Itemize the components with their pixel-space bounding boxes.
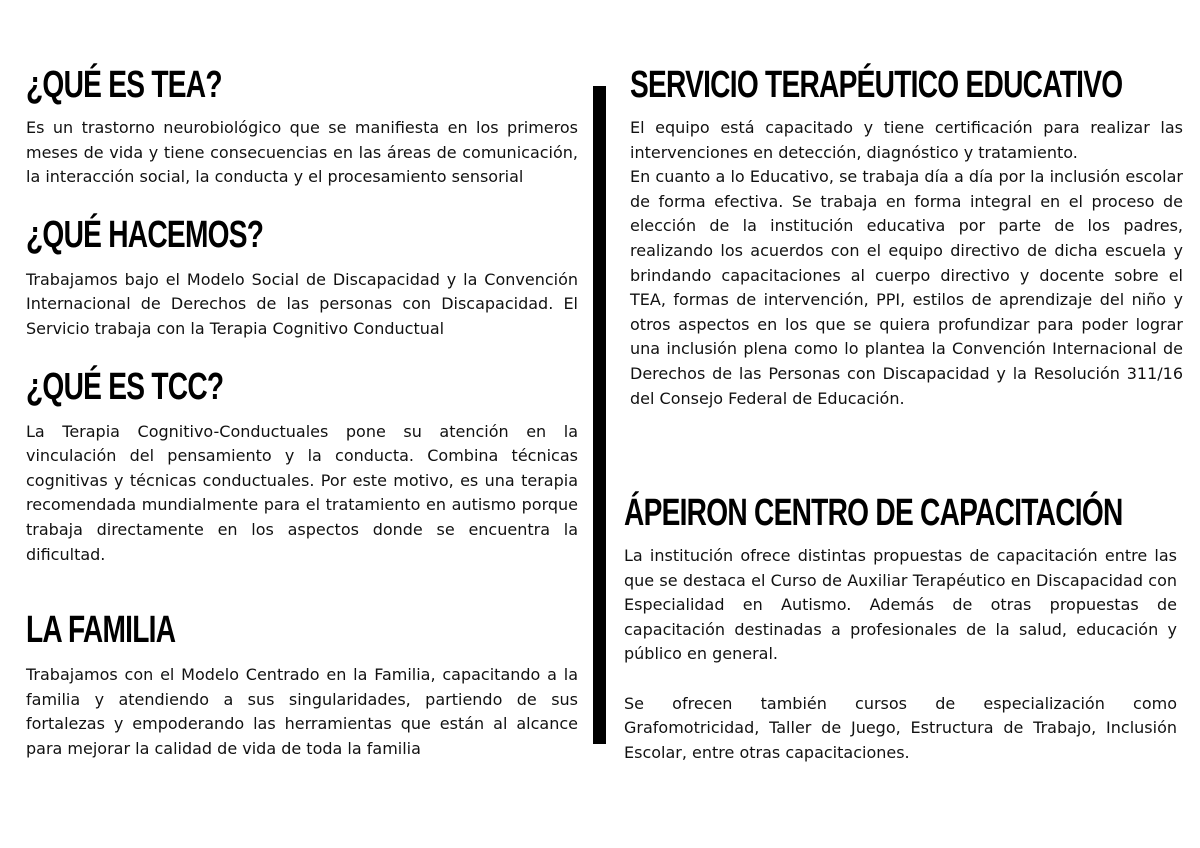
section-title-apeiron: ÁPEIRON CENTRO DE CAPACITACIÓN <box>624 492 1123 534</box>
servicio-paragraph-1: El equipo está capacitado y tiene certificación para realizar las intervenciones en detección, diagnóstico y tratamiento. <box>630 118 1183 162</box>
section-title-que-es-tea: ¿QUÉ ES TEA? <box>26 64 222 106</box>
apeiron-paragraph-2: Se ofrecen también cursos de especialización como Grafomotricidad, Taller de Juego, Estructura de Trabajo, Inclusión Escolar, entre otras capacitaciones. <box>624 693 1177 762</box>
section-title-servicio-terapeutico: SERVICIO TERAPÉUTICO EDUCATIVO <box>630 64 1123 106</box>
vertical-divider <box>593 86 606 744</box>
section-title-que-es-tcc: ¿QUÉ ES TCC? <box>26 365 224 408</box>
section-text-apeiron <box>624 544 1177 765</box>
section-text-la-familia: Trabajamos con el Modelo Centrado en la Familia, capacitando a la familia y atendiendo a sus singularidades, partiendo de sus fortalezas y empoderando las herramientas que están al alcance para mejorar la calidad de vida de toda la familia <box>26 665 578 758</box>
apeiron-paragraph-1: La institución ofrece distintas propuestas de capacitación entre las que se destaca el Curso de Auxiliar Terapéutico en Discapacidad con Especialidad en Autismo. Además de otras propuestas de capacitación destinadas a profesionales de la salud, educación y público en general. <box>624 546 1177 664</box>
paragraph-spacer <box>624 667 1177 692</box>
section-text-que-hacemos: Trabajamos bajo el Modelo Social de Discapacidad y la Convención Internacional de Derechos de las personas con Discapacidad. El Servicio trabaja con la Terapia Cognitivo Conductual <box>26 269 578 338</box>
servicio-paragraph-2: En cuanto a lo Educativo, se trabaja día a día por la inclusión escolar de forma efectiva. Se trabaja en forma integral en el proceso de elección de la institución educativa por parte de los padres, realizando los acuerdos con el equipo directivo de dicha escuela y brindando capacitaciones al cuerpo directivo y docente sobre el TEA, formas de intervención, PPI, estilos de aprendizaje del niño y otros aspectos en los que se quiera profundizar para poder lograr una inclusión plena como lo plantea la Convención Internacional de Derechos de las Personas con Discapacidad y la Resolución 311/16 del Consejo Federal de Educación. <box>630 167 1183 408</box>
section-text-que-es-tea: Es un trastorno neurobiológico que se manifiesta en los primeros meses de vida y tiene consecuencias en las áreas de comunicación, la interacción social, la conducta y el procesamiento sensorial <box>26 118 578 187</box>
apeiron-section <box>624 490 1177 765</box>
section-text-que-es-tcc: La Terapia Cognitivo-Conductuales pone su atención en la vinculación del pensamiento y la conducta. Combina técnicas cognitivas y técnicas conductuales. Por este motivo, es una terapia recomendada mundialmente para el tratamiento en autismo porque trabaja directamente en los aspectos donde se encuentra la dificultad. <box>26 421 578 564</box>
left-column <box>26 62 578 762</box>
section-text-servicio-terapeutico <box>630 116 1183 411</box>
section-title-la-familia: LA FAMILIA <box>26 609 176 652</box>
section-title-que-hacemos: ¿QUÉ HACEMOS? <box>26 213 264 256</box>
servicio-section <box>630 62 1183 411</box>
